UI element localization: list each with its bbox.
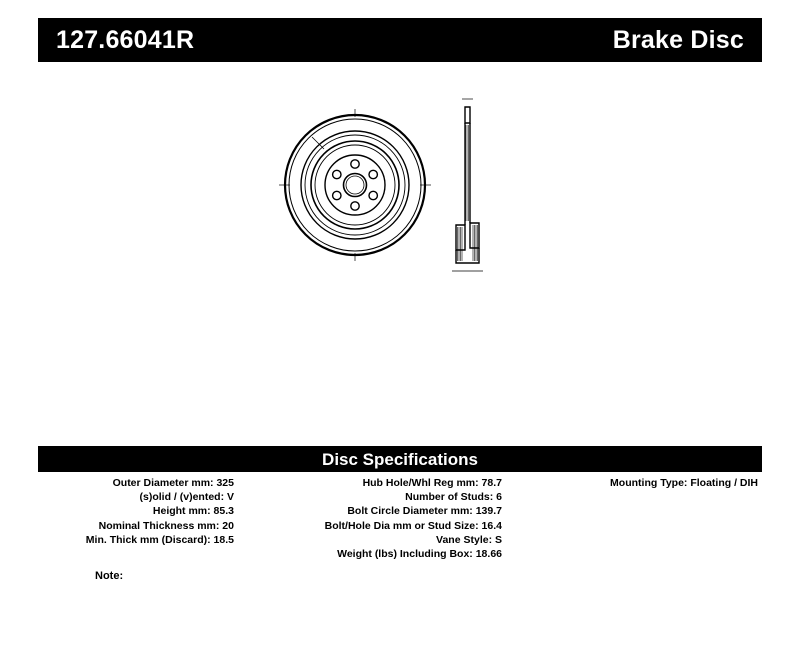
spec-item: Min. Thick mm (Discard): 18.5: [85, 533, 234, 546]
spec-columns: [38, 476, 762, 561]
spec-column-3: [506, 476, 762, 490]
spec-item: (s)olid / (v)ented: V: [139, 491, 234, 504]
spec-item: Bolt Circle Diameter mm: 139.7: [347, 505, 502, 518]
page-title: Brake Disc: [612, 25, 744, 54]
spec-item: Nominal Thickness mm: 20: [98, 519, 234, 532]
brake-disc-drawing-svg: [260, 85, 540, 285]
spec-item: Outer Diameter mm: 325: [112, 477, 234, 489]
note-label: Note:: [95, 570, 124, 582]
spec-column-2: [238, 476, 506, 561]
spec-item: Vane Style: S: [436, 533, 502, 546]
spec-item: Bolt/Hole Dia mm or Stud Size: 16.4: [324, 519, 502, 532]
spec-column-1: [38, 476, 238, 547]
brake-disc-drawing: [260, 85, 540, 285]
spec-item: Weight (lbs) Including Box: 18.66: [337, 548, 502, 561]
spec-section-title: Disc Specifications: [322, 449, 478, 469]
part-number: 127.66041R: [56, 25, 195, 54]
spec-item: Hub Hole/Whl Reg mm: 78.7: [362, 477, 502, 489]
spec-item: Number of Studs: 6: [405, 491, 502, 504]
spec-item: Mounting Type: Floating / DIH: [610, 477, 758, 489]
spec-section-header: [38, 446, 762, 472]
header-bar: [38, 18, 762, 62]
spec-item: Height mm: 85.3: [152, 505, 234, 518]
